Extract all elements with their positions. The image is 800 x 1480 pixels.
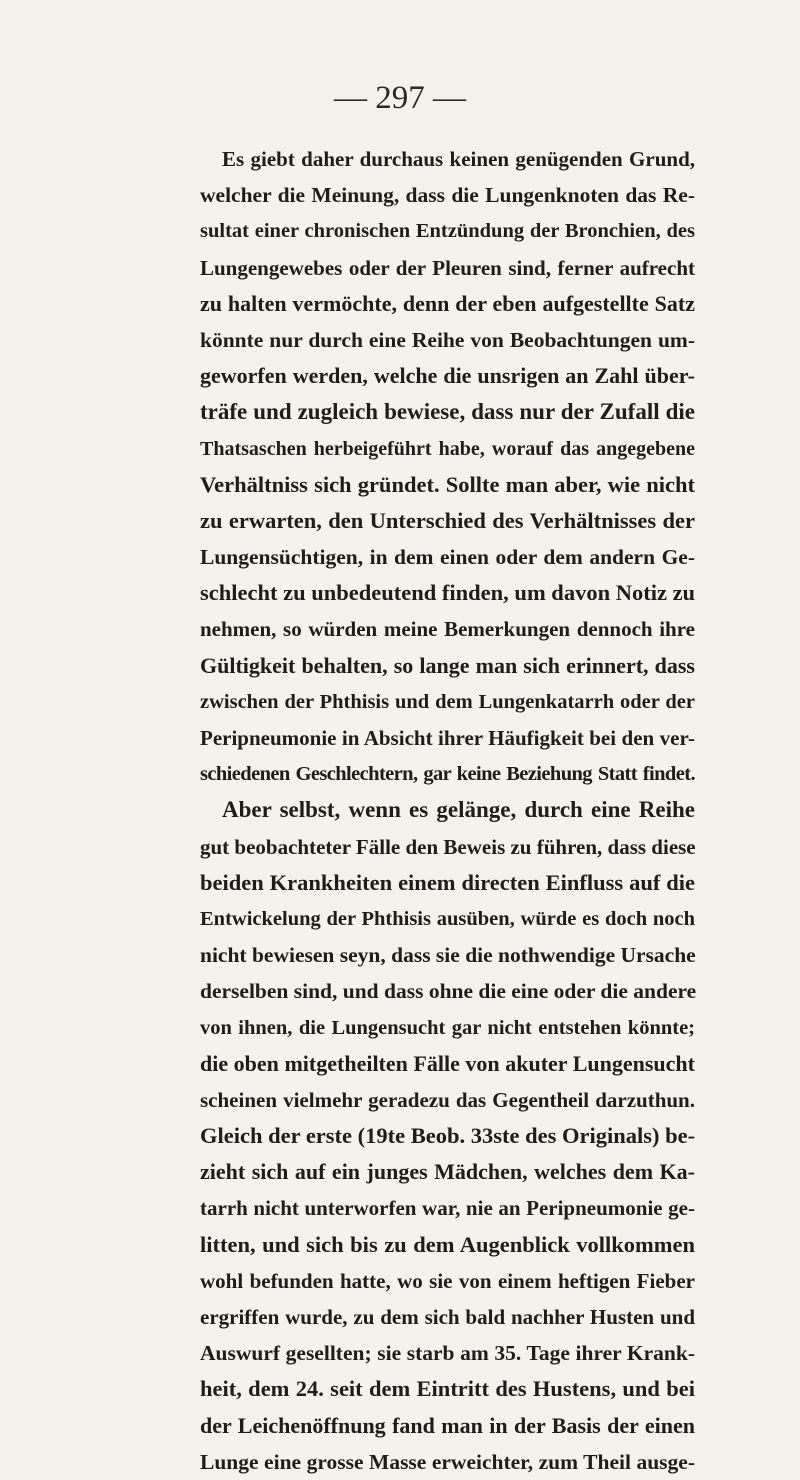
text-line: Gültigkeit behalten, so lange man sich erinnert, dass [200, 652, 695, 678]
page-number: — 297 — [334, 80, 466, 116]
text-line: Aber selbst, wenn es gelänge, durch eine Reihe [222, 797, 695, 823]
text-line: Es giebt daher durchaus keinen genügenden Grund, [222, 147, 695, 171]
text-line: geworfen werden, welche die unsrigen an Zahl über- [200, 363, 695, 389]
text-line: schlecht zu unbedeutend finden, um davon Notiz zu [200, 580, 696, 606]
text-line: schiedenen Geschlechtern, gar keine Beziehung Statt findet. [200, 763, 695, 786]
text-line: wohl befunden hatte, wo sie von einem heftigen Fieber [200, 1268, 695, 1293]
text-line: zu erwarten, den Unterschied des Verhältnisses der [200, 507, 695, 533]
text-line: gut beobachteter Fälle den Beweis zu führen, dass diese [200, 834, 696, 859]
text-line: nehmen, so würden meine Bemerkungen dennoch ihre [200, 617, 695, 642]
text-line: sultat einer chronischen Entzündung der Bronchien, des [200, 220, 695, 243]
text-line: zieht sich auf ein junges Mädchen, welches dem Ka- [200, 1159, 695, 1185]
text-line: der Leichenöffnung fand man in der Basis der einen [200, 1412, 695, 1438]
text-line: zu halten vermöchte, denn der eben aufgestellte Satz [200, 290, 695, 316]
text-line: litten, und sich bis zu dem Augenblick vollkommen [200, 1231, 695, 1257]
text-line: Lunge eine grosse Masse erweichter, zum Theil ausge- [200, 1449, 695, 1474]
text-line: ergriffen wurde, zu dem sich bald nachher Husten und [200, 1305, 695, 1329]
text-line: Lungensüchtigen, in dem einen oder dem andern Ge- [200, 545, 695, 570]
body-text [200, 141, 695, 1480]
text-line: Entwickelung der Phthisis ausüben, würde es doch noch [200, 907, 695, 930]
text-line: Verhältniss sich gründet. Sollte man aber, wie nicht [200, 471, 695, 497]
text-line: Auswurf gesellten; sie starb am 35. Tage ihrer Krank- [200, 1341, 695, 1366]
text-line: Lungengewebes oder der Pleuren sind, ferner aufrecht [200, 255, 695, 280]
text-line: tarrh nicht unterworfen war, nie an Peripneumonie ge- [200, 1196, 695, 1221]
text-line: heit, dem 24. seit dem Eintritt des Hustens, und bei [200, 1376, 695, 1402]
text-line: von ihnen, die Lungensucht gar nicht entstehen könnte; [200, 1016, 695, 1039]
text-line: derselben sind, und dass ohne die eine oder die andere [200, 979, 697, 1004]
text-line: Peripneumonie in Absicht ihrer Häufigkeit bei den ver- [200, 726, 695, 750]
text-line: zwischen der Phthisis und dem Lungenkatarrh oder der [200, 690, 695, 713]
text-line: Thatsaschen herbeigeführt habe, worauf das angegebene [200, 437, 695, 460]
text-line: die oben mitgetheilten Fälle von akuter Lungensucht [200, 1050, 695, 1076]
text-line: Gleich der erste (19te Beob. 33ste des Originals) be- [200, 1123, 696, 1149]
text-line: welcher die Meinung, dass die Lungenknoten das Re- [200, 183, 695, 208]
text-line: nicht bewiesen seyn, dass sie die nothwendige Ursache [200, 943, 696, 968]
text-line: könnte nur durch eine Reihe von Beobachtungen um- [200, 327, 695, 352]
text-line: scheinen vielmehr geradezu das Gegentheil darzuthun. [200, 1087, 695, 1112]
text-line: beiden Krankheiten einem directen Einfluss auf die [200, 869, 695, 895]
text-line: träfe und zugleich bewiese, dass nur der Zufall die [200, 399, 695, 425]
